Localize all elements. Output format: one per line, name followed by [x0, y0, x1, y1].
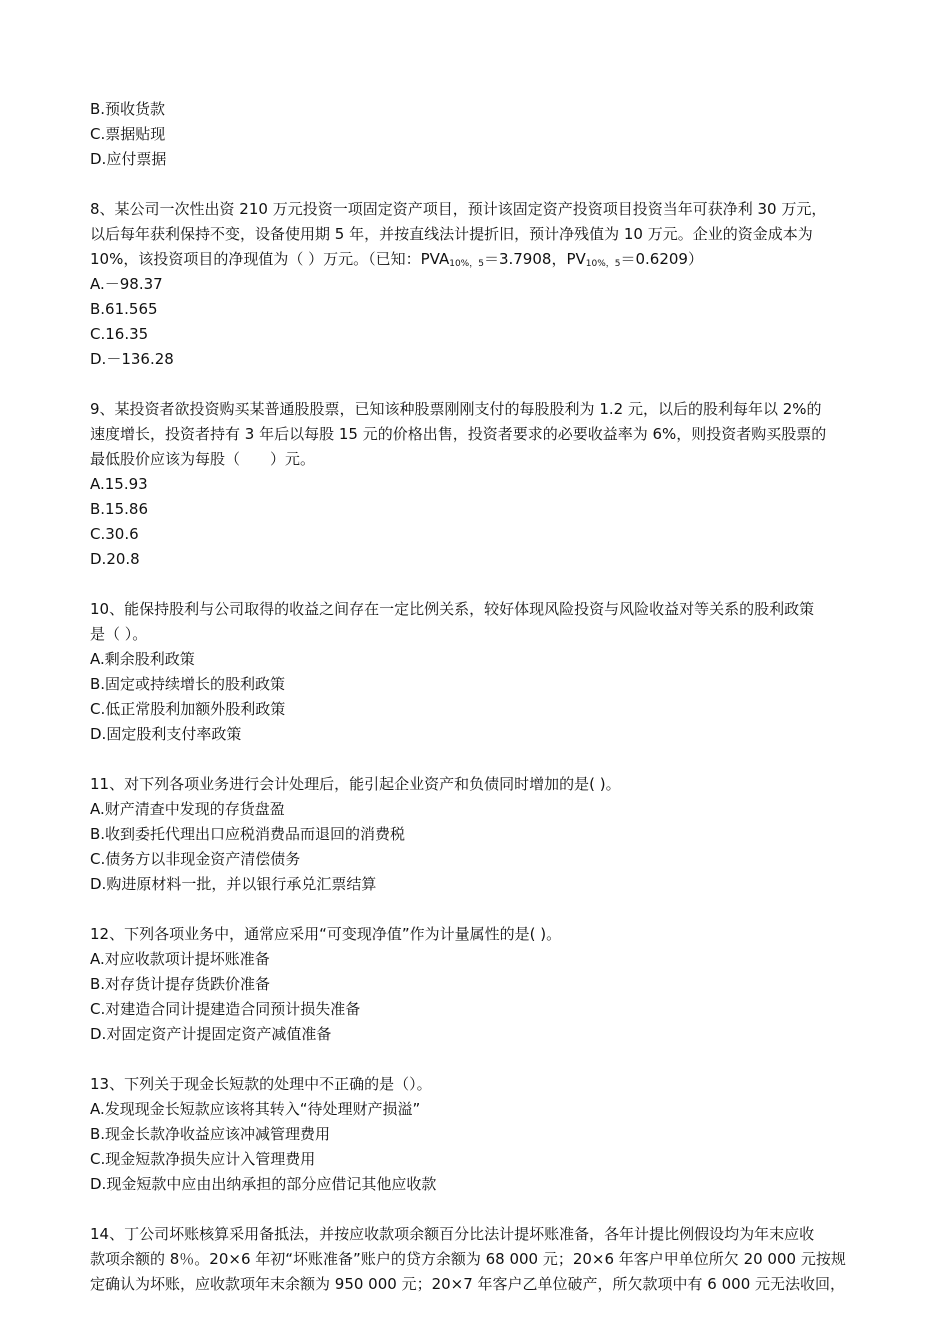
option-d: D.－136.28: [90, 350, 174, 368]
option-c: C.对建造合同计提建造合同预计损失准备: [90, 1000, 361, 1018]
option-d: D.20.8: [90, 550, 140, 568]
question-11: [90, 772, 902, 897]
question-stem-line: 11、对下列各项业务进行会计处理后，能引起企业资产和负债同时增加的是( )。: [90, 775, 621, 793]
option-d: D.固定股利支付率政策: [90, 725, 242, 743]
question-10: [90, 597, 902, 747]
prev-question-options: [90, 97, 902, 172]
option-a: A.财产清查中发现的存货盘盈: [90, 800, 285, 818]
option-a: A.发现现金长短款应该将其转入“待处理财产损溢”: [90, 1100, 421, 1118]
document-page: [90, 97, 902, 1297]
option-b: B.现金长款净收益应该冲减管理费用: [90, 1125, 331, 1143]
option-a: A.剩余股利政策: [90, 650, 195, 668]
option-c: C.票据贴现: [90, 125, 166, 143]
question-13: [90, 1072, 902, 1197]
subscript: 10%，5: [449, 259, 484, 269]
question-stem-line: 12、下列各项业务中，通常应采用“可变现净值”作为计量属性的是( )。: [90, 925, 562, 943]
question-stem-line: 9、某投资者欲投资购买某普通股股票，已知该种股票刚刚支付的每股股利为 1.2 元，以后的股利每年以 2%的: [90, 400, 822, 418]
question-stem-line: 10、能保持股利与公司取得的收益之间存在一定比例关系，较好体现风险投资与风险收益对等关系的股利政策: [90, 600, 815, 618]
option-c: C.债务方以非现金资产清偿债务: [90, 850, 301, 868]
option-a: A.对应收款项计提坏账准备: [90, 950, 270, 968]
question-stem-line: 14、丁公司坏账核算采用备抵法，并按应收款项余额百分比法计提坏账准备，各年计提比例假设均为年末应收: [90, 1225, 815, 1243]
question-stem-line: 13、下列关于现金长短款的处理中不正确的是（）。: [90, 1075, 432, 1093]
option-d: D.对固定资产计提固定资产减值准备: [90, 1025, 332, 1043]
question-stem-line: 速度增长，投资者持有 3 年后以每股 15 元的价格出售，投资者要求的必要收益率为 6%，则投资者购买股票的: [90, 425, 827, 443]
question-stem-line: 是（ ）。: [90, 625, 148, 643]
question-stem-line: 最低股价应该为每股（ ）元。: [90, 450, 316, 468]
option-a: A.－98.37: [90, 275, 163, 293]
question-stem-line: 款项余额的 8％。20×6 年初“坏账准备”账户的贷方余额为 68 000 元；20×6 年客户甲单位所欠 20 000 元按规: [90, 1250, 846, 1268]
option-b: B.收到委托代理出口应税消费品而退回的消费税: [90, 825, 406, 843]
option-b: B.15.86: [90, 500, 149, 518]
option-c: C.低正常股利加额外股利政策: [90, 700, 286, 718]
question-stem-line: 以后每年获利保持不变，设备使用期 5 年，并按直线法计提折旧，预计净残值为 10 万元。企业的资金成本为: [90, 225, 813, 243]
option-b: B.固定或持续增长的股利政策: [90, 675, 286, 693]
option-b: B.预收货款: [90, 100, 166, 118]
question-12: [90, 922, 902, 1047]
question-8: [90, 197, 902, 372]
option-d: D.购进原材料一批，并以银行承兑汇票结算: [90, 875, 377, 893]
option-d: D.应付票据: [90, 150, 167, 168]
question-stem-line: 8、某公司一次性出资 210 万元投资一项固定资产项目，预计该固定资产投资项目投资当年可获净利 30 万元，: [90, 200, 827, 218]
question-stem-line: 定确认为坏账，应收款项年末余额为 950 000 元；20×7 年客户乙单位破产，所欠款项中有 6 000 元无法收回，: [90, 1275, 846, 1293]
option-d: D.现金短款中应由出纳承担的部分应借记其他应收款: [90, 1175, 437, 1193]
option-c: C.现金短款净损失应计入管理费用: [90, 1150, 316, 1168]
subscript: 10%，5: [585, 259, 621, 269]
option-a: A.15.93: [90, 475, 148, 493]
option-b: B.61.565: [90, 300, 158, 318]
option-b: B.对存货计提存货跌价准备: [90, 975, 271, 993]
question-14: [90, 1222, 902, 1297]
option-c: C.30.6: [90, 525, 139, 543]
question-stem-line: 10%，该投资项目的净现值为（ ）万元。（已知：$PVA_{10\%,5}=3.7908$，$PV_{10\%,5}=0.6209$）: [90, 250, 703, 269]
question-9: [90, 397, 902, 572]
option-c: C.16.35: [90, 325, 149, 343]
